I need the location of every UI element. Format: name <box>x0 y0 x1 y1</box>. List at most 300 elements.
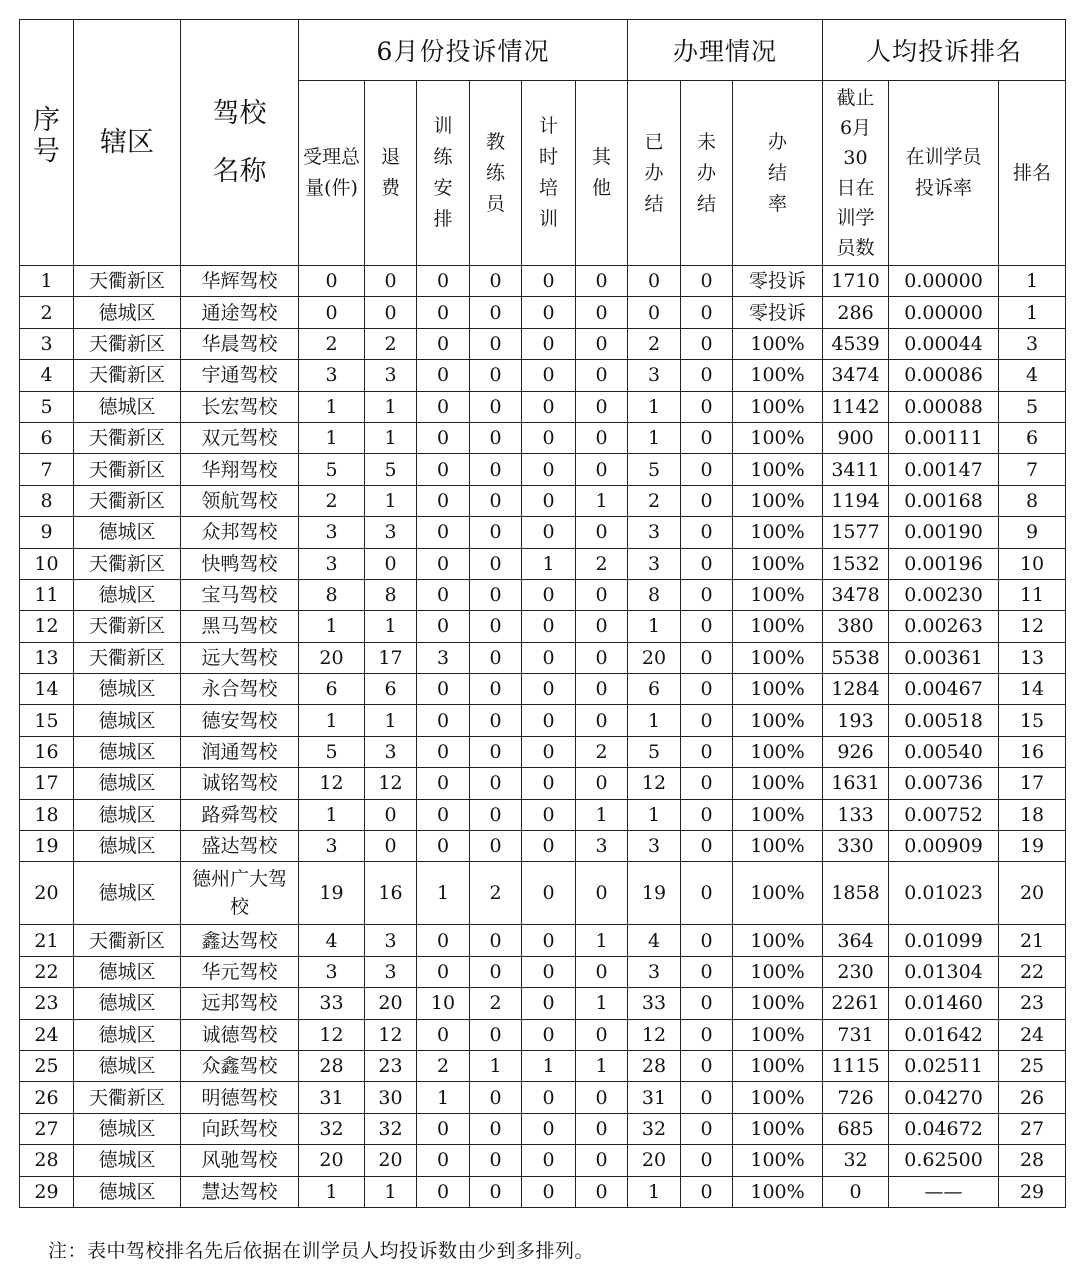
cell-district: 德城区 <box>74 517 181 548</box>
cell-training: 0 <box>417 422 470 453</box>
cell-timing: 0 <box>522 422 576 453</box>
cell-coach: 0 <box>470 799 522 830</box>
cell-received: 2 <box>299 328 365 359</box>
cell-refund: 3 <box>365 956 417 987</box>
cell-district: 德城区 <box>74 705 181 736</box>
cell-timing: 0 <box>522 642 576 673</box>
header-rank: 排名 <box>999 81 1066 266</box>
cell-done: 1 <box>628 422 681 453</box>
cell-per-capita: 0.00361 <box>889 642 999 673</box>
cell-rank: 17 <box>999 768 1066 799</box>
cell-school: 领航驾校 <box>181 485 299 516</box>
cell-timing: 0 <box>522 862 576 925</box>
cell-other: 0 <box>576 454 628 485</box>
cell-timing: 1 <box>522 1050 576 1081</box>
cell-students: 926 <box>823 736 889 767</box>
cell-rate: 100% <box>733 862 823 925</box>
cell-district: 天衢新区 <box>74 328 181 359</box>
cell-training: 0 <box>417 360 470 391</box>
cell-done: 12 <box>628 768 681 799</box>
cell-seq: 25 <box>20 1050 74 1081</box>
cell-timing: 0 <box>522 736 576 767</box>
cell-students: 1142 <box>823 391 889 422</box>
cell-rank: 28 <box>999 1145 1066 1176</box>
cell-done: 5 <box>628 736 681 767</box>
cell-students: 1284 <box>823 674 889 705</box>
cell-undone: 0 <box>681 862 733 925</box>
cell-undone: 0 <box>681 956 733 987</box>
cell-training: 0 <box>417 391 470 422</box>
cell-done: 1 <box>628 1176 681 1207</box>
cell-coach: 0 <box>470 1082 522 1113</box>
header-refund: 退费 <box>365 81 417 266</box>
cell-refund: 1 <box>365 485 417 516</box>
cell-undone: 0 <box>681 674 733 705</box>
cell-timing: 0 <box>522 1082 576 1113</box>
cell-district: 德城区 <box>74 768 181 799</box>
cell-per-capita: 0.00000 <box>889 297 999 328</box>
cell-other: 0 <box>576 360 628 391</box>
cell-other: 0 <box>576 1113 628 1144</box>
cell-seq: 22 <box>20 956 74 987</box>
table-row <box>20 548 1066 579</box>
cell-done: 33 <box>628 988 681 1019</box>
cell-seq: 20 <box>20 862 74 925</box>
cell-received: 1 <box>299 1176 365 1207</box>
cell-refund: 0 <box>365 266 417 297</box>
cell-timing: 0 <box>522 391 576 422</box>
cell-district: 德城区 <box>74 297 181 328</box>
cell-coach: 0 <box>470 1176 522 1207</box>
cell-rate: 100% <box>733 611 823 642</box>
cell-rate: 100% <box>733 517 823 548</box>
header-received: 受理总量(件) <box>299 81 365 266</box>
cell-seq: 10 <box>20 548 74 579</box>
cell-seq: 4 <box>20 360 74 391</box>
cell-students: 286 <box>823 297 889 328</box>
cell-done: 3 <box>628 831 681 862</box>
cell-timing: 0 <box>522 831 576 862</box>
cell-training: 0 <box>417 799 470 830</box>
cell-rate: 100% <box>733 988 823 1019</box>
table-row <box>20 674 1066 705</box>
cell-other: 0 <box>576 422 628 453</box>
cell-other: 0 <box>576 862 628 925</box>
cell-seq: 14 <box>20 674 74 705</box>
header-school: 驾校名称 <box>181 20 299 266</box>
cell-school: 华翔驾校 <box>181 454 299 485</box>
cell-other: 0 <box>576 1019 628 1050</box>
cell-received: 3 <box>299 956 365 987</box>
cell-school: 永合驾校 <box>181 674 299 705</box>
cell-school: 德州广大驾校 <box>181 862 299 925</box>
cell-training: 0 <box>417 1176 470 1207</box>
cell-refund: 2 <box>365 328 417 359</box>
cell-received: 0 <box>299 297 365 328</box>
cell-students: 1710 <box>823 266 889 297</box>
table-row <box>20 988 1066 1019</box>
cell-district: 天衢新区 <box>74 422 181 453</box>
cell-coach: 0 <box>470 705 522 736</box>
footnote: 注：表中驾校排名先后依据在训学员人均投诉数由少到多排列。 <box>48 1240 595 1262</box>
cell-rate: 100% <box>733 391 823 422</box>
header-group-complaints: 6月份投诉情况 <box>299 20 628 81</box>
complaint-ranking-table <box>19 19 1066 1208</box>
cell-seq: 9 <box>20 517 74 548</box>
cell-district: 德城区 <box>74 391 181 422</box>
cell-seq: 5 <box>20 391 74 422</box>
header-timing: 计时培训 <box>522 81 576 266</box>
cell-refund: 3 <box>365 925 417 956</box>
cell-per-capita: 0.00518 <box>889 705 999 736</box>
table-row <box>20 517 1066 548</box>
cell-other: 0 <box>576 328 628 359</box>
cell-per-capita: 0.02511 <box>889 1050 999 1081</box>
cell-students: 3474 <box>823 360 889 391</box>
cell-rate: 100% <box>733 360 823 391</box>
cell-received: 12 <box>299 768 365 799</box>
cell-per-capita: 0.00168 <box>889 485 999 516</box>
cell-school: 快鸭驾校 <box>181 548 299 579</box>
cell-rate: 100% <box>733 956 823 987</box>
cell-rate: 零投诉 <box>733 297 823 328</box>
cell-other: 0 <box>576 1082 628 1113</box>
cell-rank: 15 <box>999 705 1066 736</box>
table-row <box>20 956 1066 987</box>
cell-students: 1631 <box>823 768 889 799</box>
cell-undone: 0 <box>681 736 733 767</box>
cell-district: 德城区 <box>74 1176 181 1207</box>
cell-undone: 0 <box>681 1113 733 1144</box>
cell-training: 0 <box>417 736 470 767</box>
cell-rank: 25 <box>999 1050 1066 1081</box>
cell-refund: 20 <box>365 1145 417 1176</box>
cell-per-capita: 0.00736 <box>889 768 999 799</box>
table-row <box>20 297 1066 328</box>
cell-rank: 26 <box>999 1082 1066 1113</box>
cell-students: 1115 <box>823 1050 889 1081</box>
cell-other: 0 <box>576 391 628 422</box>
cell-seq: 19 <box>20 831 74 862</box>
cell-other: 1 <box>576 1050 628 1081</box>
table-row <box>20 579 1066 610</box>
cell-done: 12 <box>628 1019 681 1050</box>
cell-received: 5 <box>299 736 365 767</box>
cell-rate: 100% <box>733 1145 823 1176</box>
cell-rate: 100% <box>733 925 823 956</box>
cell-district: 天衢新区 <box>74 925 181 956</box>
cell-school: 宝马驾校 <box>181 579 299 610</box>
cell-received: 6 <box>299 674 365 705</box>
cell-undone: 0 <box>681 642 733 673</box>
cell-timing: 0 <box>522 768 576 799</box>
cell-done: 2 <box>628 485 681 516</box>
cell-other: 0 <box>576 297 628 328</box>
cell-school: 润通驾校 <box>181 736 299 767</box>
cell-done: 28 <box>628 1050 681 1081</box>
cell-per-capita: —— <box>889 1176 999 1207</box>
cell-undone: 0 <box>681 391 733 422</box>
cell-rank: 19 <box>999 831 1066 862</box>
cell-district: 天衢新区 <box>74 1082 181 1113</box>
cell-other: 2 <box>576 736 628 767</box>
cell-refund: 1 <box>365 391 417 422</box>
cell-training: 0 <box>417 925 470 956</box>
cell-per-capita: 0.00088 <box>889 391 999 422</box>
cell-per-capita: 0.00147 <box>889 454 999 485</box>
cell-other: 0 <box>576 266 628 297</box>
cell-done: 4 <box>628 925 681 956</box>
cell-district: 天衢新区 <box>74 642 181 673</box>
cell-done: 1 <box>628 705 681 736</box>
cell-timing: 0 <box>522 579 576 610</box>
cell-school: 德安驾校 <box>181 705 299 736</box>
cell-district: 德城区 <box>74 1050 181 1081</box>
cell-undone: 0 <box>681 297 733 328</box>
cell-coach: 0 <box>470 297 522 328</box>
cell-rate: 100% <box>733 485 823 516</box>
cell-students: 685 <box>823 1113 889 1144</box>
cell-training: 0 <box>417 454 470 485</box>
cell-school: 鑫达驾校 <box>181 925 299 956</box>
cell-coach: 0 <box>470 1019 522 1050</box>
cell-training: 0 <box>417 485 470 516</box>
cell-other: 0 <box>576 579 628 610</box>
cell-per-capita: 0.00196 <box>889 548 999 579</box>
cell-refund: 30 <box>365 1082 417 1113</box>
cell-timing: 0 <box>522 1113 576 1144</box>
cell-received: 19 <box>299 862 365 925</box>
cell-rank: 20 <box>999 862 1066 925</box>
cell-training: 0 <box>417 297 470 328</box>
cell-rate: 100% <box>733 1050 823 1081</box>
table-row <box>20 1113 1066 1144</box>
cell-seq: 29 <box>20 1176 74 1207</box>
cell-refund: 8 <box>365 579 417 610</box>
cell-rate: 100% <box>733 1019 823 1050</box>
cell-seq: 15 <box>20 705 74 736</box>
cell-done: 6 <box>628 674 681 705</box>
cell-done: 8 <box>628 579 681 610</box>
cell-seq: 27 <box>20 1113 74 1144</box>
table-row <box>20 266 1066 297</box>
table-row <box>20 454 1066 485</box>
cell-district: 德城区 <box>74 1019 181 1050</box>
cell-rank: 22 <box>999 956 1066 987</box>
cell-received: 20 <box>299 1145 365 1176</box>
header-per-capita: 在训学员投诉率 <box>889 81 999 266</box>
table-row <box>20 485 1066 516</box>
cell-rank: 7 <box>999 454 1066 485</box>
cell-rank: 16 <box>999 736 1066 767</box>
cell-done: 31 <box>628 1082 681 1113</box>
cell-timing: 0 <box>522 328 576 359</box>
cell-coach: 0 <box>470 925 522 956</box>
cell-district: 德城区 <box>74 579 181 610</box>
cell-undone: 0 <box>681 925 733 956</box>
cell-refund: 0 <box>365 831 417 862</box>
cell-per-capita: 0.04672 <box>889 1113 999 1144</box>
cell-undone: 0 <box>681 1082 733 1113</box>
cell-rank: 3 <box>999 328 1066 359</box>
cell-other: 0 <box>576 956 628 987</box>
table-row <box>20 1176 1066 1207</box>
cell-other: 0 <box>576 642 628 673</box>
cell-school: 华辉驾校 <box>181 266 299 297</box>
cell-refund: 17 <box>365 642 417 673</box>
cell-school: 远大驾校 <box>181 642 299 673</box>
cell-training: 2 <box>417 1050 470 1081</box>
cell-rank: 5 <box>999 391 1066 422</box>
cell-school: 通途驾校 <box>181 297 299 328</box>
cell-undone: 0 <box>681 360 733 391</box>
cell-refund: 12 <box>365 768 417 799</box>
cell-district: 德城区 <box>74 1113 181 1144</box>
cell-other: 0 <box>576 768 628 799</box>
cell-timing: 0 <box>522 956 576 987</box>
header-undone: 未办结 <box>681 81 733 266</box>
cell-rate: 零投诉 <box>733 266 823 297</box>
cell-refund: 1 <box>365 705 417 736</box>
cell-undone: 0 <box>681 266 733 297</box>
cell-received: 3 <box>299 548 365 579</box>
cell-timing: 0 <box>522 360 576 391</box>
cell-students: 32 <box>823 1145 889 1176</box>
cell-received: 3 <box>299 517 365 548</box>
cell-timing: 0 <box>522 674 576 705</box>
cell-per-capita: 0.00909 <box>889 831 999 862</box>
cell-refund: 16 <box>365 862 417 925</box>
cell-rate: 100% <box>733 579 823 610</box>
cell-other: 0 <box>576 1145 628 1176</box>
cell-rank: 13 <box>999 642 1066 673</box>
header-group-handling: 办理情况 <box>628 20 823 81</box>
cell-coach: 0 <box>470 517 522 548</box>
cell-school: 远邦驾校 <box>181 988 299 1019</box>
cell-rate: 100% <box>733 705 823 736</box>
cell-rank: 1 <box>999 297 1066 328</box>
cell-rank: 10 <box>999 548 1066 579</box>
table-row <box>20 768 1066 799</box>
cell-timing: 0 <box>522 454 576 485</box>
cell-per-capita: 0.01460 <box>889 988 999 1019</box>
cell-district: 德城区 <box>74 956 181 987</box>
cell-undone: 0 <box>681 328 733 359</box>
cell-coach: 0 <box>470 611 522 642</box>
cell-per-capita: 0.00000 <box>889 266 999 297</box>
cell-coach: 0 <box>470 485 522 516</box>
cell-timing: 0 <box>522 517 576 548</box>
cell-done: 32 <box>628 1113 681 1144</box>
cell-rate: 100% <box>733 454 823 485</box>
cell-coach: 0 <box>470 1145 522 1176</box>
cell-students: 0 <box>823 1176 889 1207</box>
cell-undone: 0 <box>681 831 733 862</box>
table-row <box>20 391 1066 422</box>
cell-seq: 11 <box>20 579 74 610</box>
table-row <box>20 862 1066 925</box>
cell-training: 3 <box>417 642 470 673</box>
cell-rank: 1 <box>999 266 1066 297</box>
cell-refund: 3 <box>365 736 417 767</box>
cell-other: 2 <box>576 548 628 579</box>
cell-training: 0 <box>417 579 470 610</box>
cell-received: 1 <box>299 391 365 422</box>
cell-seq: 8 <box>20 485 74 516</box>
cell-done: 19 <box>628 862 681 925</box>
cell-students: 1577 <box>823 517 889 548</box>
cell-per-capita: 0.00086 <box>889 360 999 391</box>
cell-rate: 100% <box>733 768 823 799</box>
cell-seq: 1 <box>20 266 74 297</box>
cell-training: 0 <box>417 956 470 987</box>
cell-rank: 4 <box>999 360 1066 391</box>
cell-received: 20 <box>299 642 365 673</box>
cell-training: 0 <box>417 768 470 799</box>
cell-per-capita: 0.00044 <box>889 328 999 359</box>
table-row <box>20 1145 1066 1176</box>
cell-rate: 100% <box>733 548 823 579</box>
cell-district: 德城区 <box>74 674 181 705</box>
cell-rank: 11 <box>999 579 1066 610</box>
cell-district: 德城区 <box>74 862 181 925</box>
cell-school: 诚铭驾校 <box>181 768 299 799</box>
cell-undone: 0 <box>681 1145 733 1176</box>
cell-per-capita: 0.62500 <box>889 1145 999 1176</box>
cell-rate: 100% <box>733 736 823 767</box>
cell-timing: 0 <box>522 1019 576 1050</box>
cell-rank: 24 <box>999 1019 1066 1050</box>
cell-coach: 2 <box>470 988 522 1019</box>
cell-seq: 21 <box>20 925 74 956</box>
cell-training: 0 <box>417 674 470 705</box>
cell-rank: 12 <box>999 611 1066 642</box>
cell-per-capita: 0.04270 <box>889 1082 999 1113</box>
cell-training: 0 <box>417 611 470 642</box>
cell-undone: 0 <box>681 517 733 548</box>
cell-per-capita: 0.01099 <box>889 925 999 956</box>
cell-school: 盛达驾校 <box>181 831 299 862</box>
cell-timing: 1 <box>522 548 576 579</box>
cell-done: 3 <box>628 956 681 987</box>
table-row <box>20 705 1066 736</box>
cell-students: 1532 <box>823 548 889 579</box>
cell-rank: 29 <box>999 1176 1066 1207</box>
table-row <box>20 1082 1066 1113</box>
cell-school: 风驰驾校 <box>181 1145 299 1176</box>
cell-coach: 0 <box>470 454 522 485</box>
cell-students: 1858 <box>823 862 889 925</box>
cell-undone: 0 <box>681 454 733 485</box>
cell-coach: 0 <box>470 328 522 359</box>
table-row <box>20 1019 1066 1050</box>
cell-rate: 100% <box>733 831 823 862</box>
cell-coach: 0 <box>470 736 522 767</box>
cell-received: 31 <box>299 1082 365 1113</box>
header-seq: 序号 <box>20 20 74 266</box>
cell-coach: 2 <box>470 862 522 925</box>
table-row <box>20 611 1066 642</box>
header-group-ranking: 人均投诉排名 <box>823 20 1066 81</box>
cell-coach: 0 <box>470 674 522 705</box>
cell-students: 731 <box>823 1019 889 1050</box>
cell-students: 3411 <box>823 454 889 485</box>
cell-district: 天衢新区 <box>74 454 181 485</box>
cell-seq: 3 <box>20 328 74 359</box>
cell-training: 0 <box>417 266 470 297</box>
cell-timing: 0 <box>522 266 576 297</box>
cell-timing: 0 <box>522 611 576 642</box>
